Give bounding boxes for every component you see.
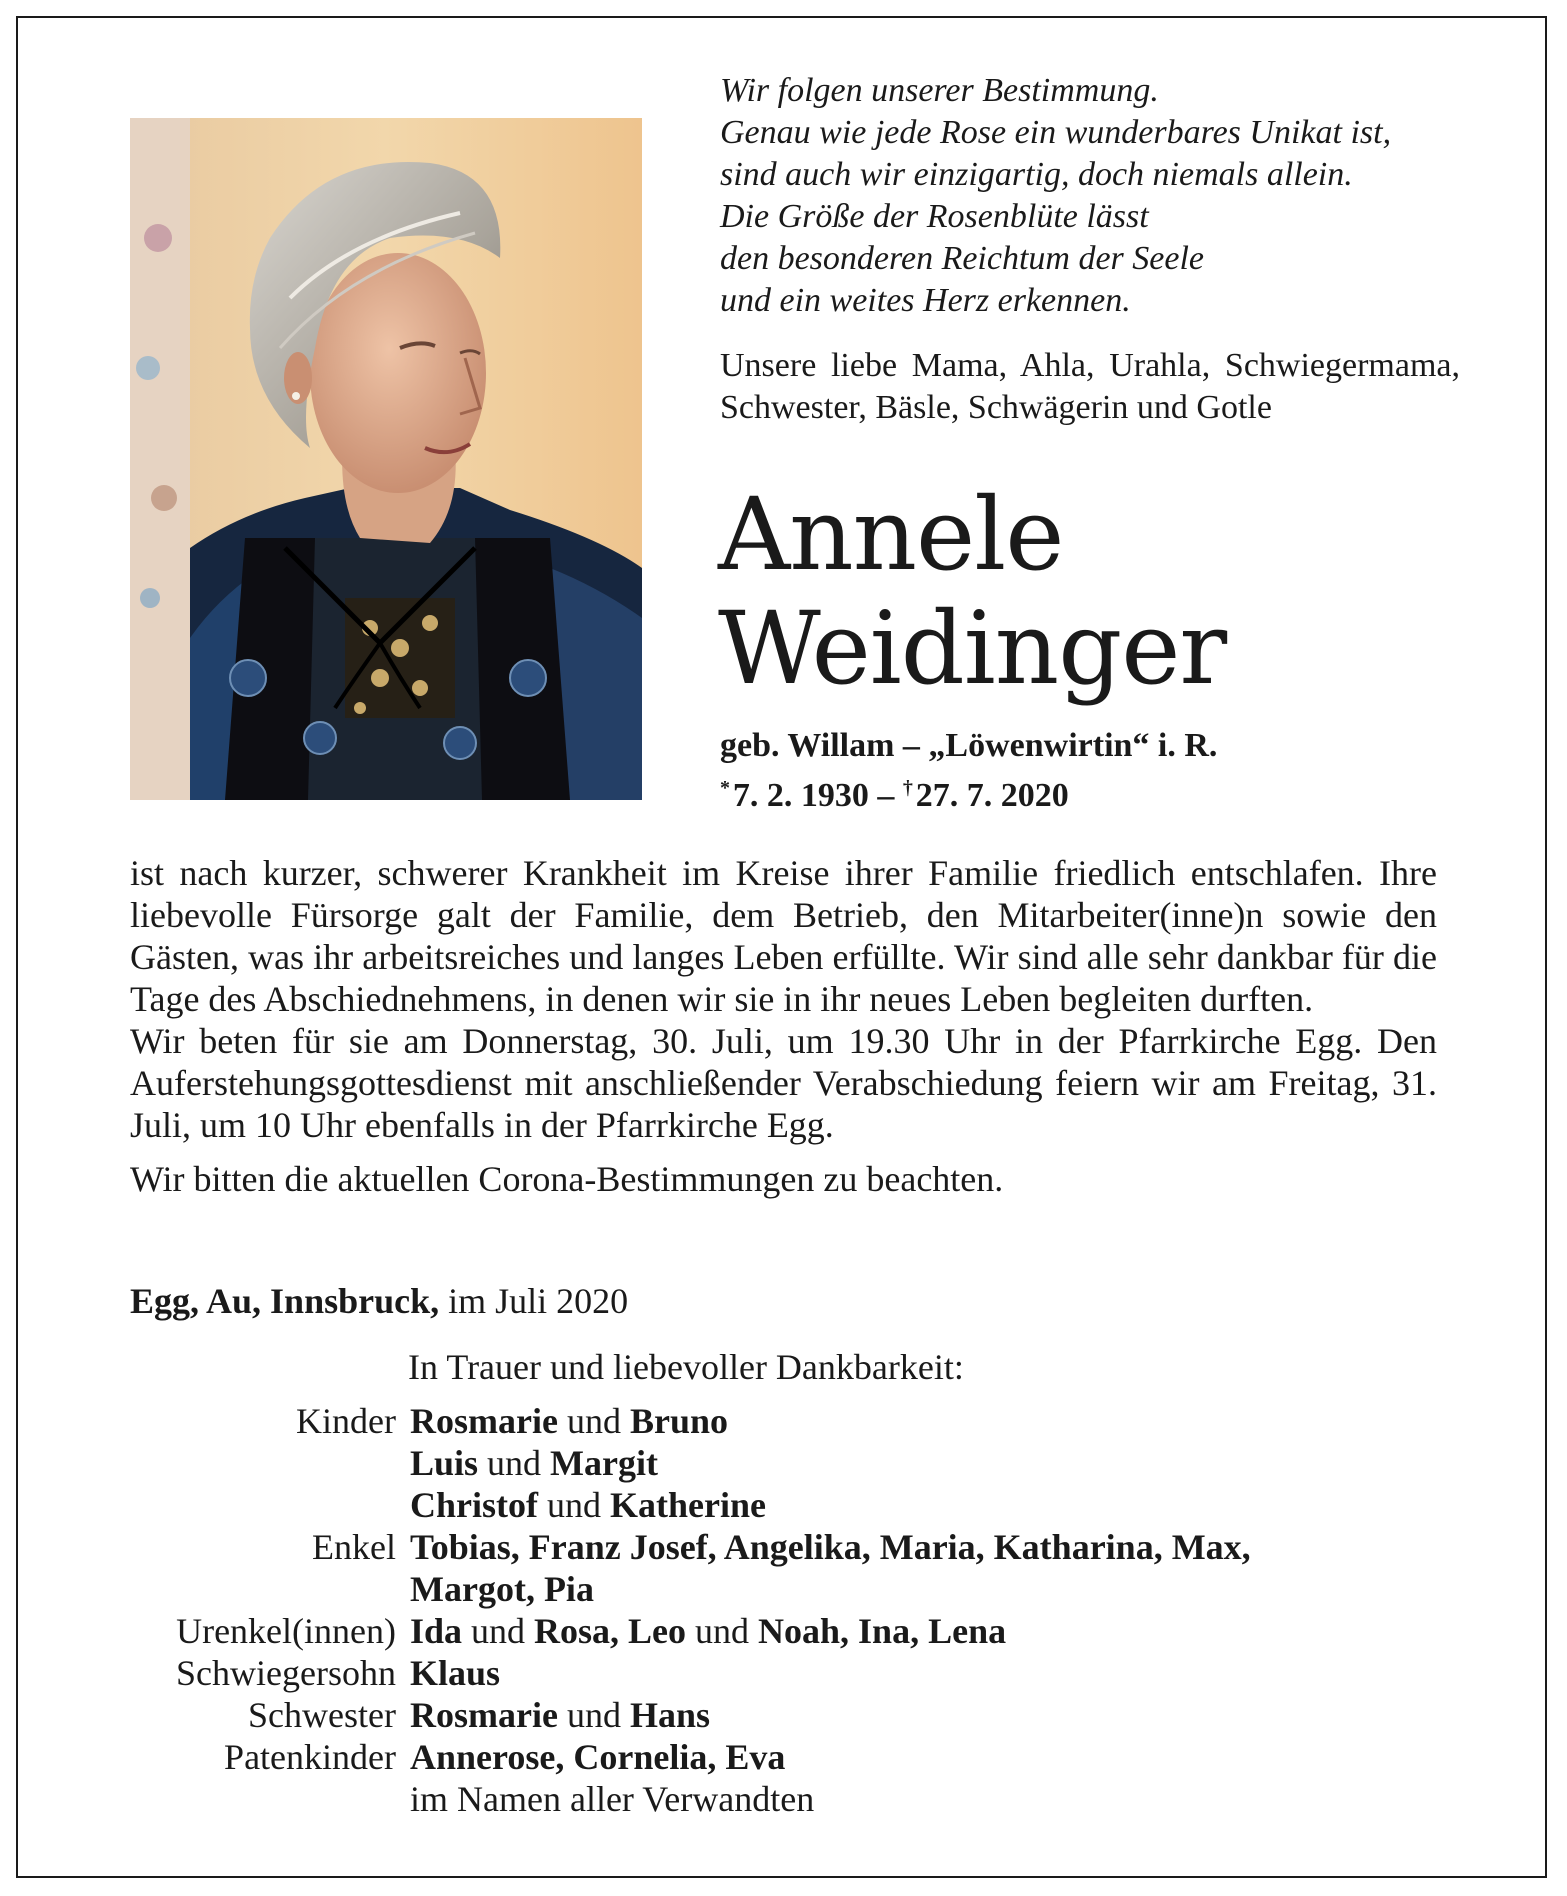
family-list <box>110 1400 1450 1820</box>
family-role: Enkel <box>312 1527 396 1567</box>
body-paragraph: ist nach kurzer, schwerer Krankheit im Kreise ihrer Familie friedlich entschlafen. Ihre liebevolle Fürsorge galt der Familie, dem Betrieb, den Mitarbeiter(inne)n sowie den Gästen, was ihr arbeitsreiches und langes Leben erfüllte. Wir sind alle sehr dankbar für die Tage des Abschiednehmens, in denen wir sie in ihr neues Leben begleiten durften. <box>130 853 1437 1019</box>
member-name: Rosmarie <box>410 1401 558 1441</box>
member-name: Margit <box>550 1443 658 1483</box>
first-name: Annele <box>718 476 1064 593</box>
body-paragraph: Wir bitten die aktuellen Corona-Bestimmungen zu beachten. <box>130 1159 1004 1199</box>
mourning-line: In Trauer und liebevoller Dankbarkeit: <box>408 1347 964 1387</box>
member-name: Tobias, Franz Josef, Angelika, Maria, Katharina, Max, <box>410 1527 1251 1567</box>
poem-line: sind auch wir einzigartig, doch niemals allein. <box>720 156 1353 193</box>
portrait-photo <box>130 118 642 800</box>
poem <box>720 70 1510 322</box>
obituary-body <box>130 852 1437 1200</box>
death-date: 27. 7. 2020 <box>915 777 1069 814</box>
family-members <box>410 1652 1450 1694</box>
date-separator: – <box>877 777 895 814</box>
family-role: Schwester <box>248 1695 396 1735</box>
last-name: Weidinger <box>718 590 1227 707</box>
member-name: Rosa, Leo <box>534 1611 687 1651</box>
poem-line: Die Größe der Rosenblüte lässt <box>720 198 1149 235</box>
conjunction: und <box>471 1611 526 1651</box>
family-row-kinder <box>110 1400 1450 1526</box>
family-members <box>410 1400 1450 1526</box>
family-role: Patenkinder <box>224 1737 396 1777</box>
conjunction: und <box>487 1443 542 1483</box>
family-members <box>410 1610 1450 1652</box>
family-row-paten <box>110 1736 1450 1820</box>
maiden-name: geb. Willam – „Löwenwirtin“ i. R. <box>720 727 1218 764</box>
intro-text: Unsere liebe Mama, Ahla, Urahla, Schwiegermama, Schwester, Bäsle, Schwägerin und Gotle <box>720 347 1460 426</box>
family-row-enkel <box>110 1526 1450 1610</box>
birth-date: 7. 2. 1930 <box>732 777 869 814</box>
family-row-schwester <box>110 1694 1450 1736</box>
member-name: Noah, Ina, Lena <box>758 1611 1007 1651</box>
family-role: Kinder <box>296 1401 396 1441</box>
death-symbol: † <box>902 777 913 799</box>
birth-info <box>720 725 1217 817</box>
family-role: Schwiegersohn <box>176 1653 396 1693</box>
member-name: Luis <box>410 1443 479 1483</box>
member-name: Christof <box>410 1485 538 1525</box>
family-role: Urenkel(innen) <box>176 1611 396 1651</box>
member-name: Rosmarie <box>410 1695 558 1735</box>
deceased-name <box>718 478 1226 706</box>
life-dates <box>720 767 1217 817</box>
place-date <box>130 1280 628 1322</box>
conjunction: und <box>566 1401 621 1441</box>
body-paragraph: Wir beten für sie am Donnerstag, 30. Juli, um 19.30 Uhr in der Pfarrkirche Egg. Den Auferstehungsgottesdienst mit anschließender Verabschiedung feiern wir am Freitag, 31. Juli, um 10 Uhr ebenfalls in der Pfarrkirche Egg. <box>130 1021 1437 1145</box>
closing-line: im Namen aller Verwandten <box>410 1779 815 1819</box>
poem-line: und ein weites Herz erkennen. <box>720 282 1131 319</box>
member-name: Katherine <box>610 1485 766 1525</box>
member-name: Hans <box>629 1695 711 1735</box>
conjunction: und <box>547 1485 601 1525</box>
poem-line: Genau wie jede Rose ein wunderbares Unikat ist, <box>720 114 1392 151</box>
member-name: Ida <box>410 1611 463 1651</box>
member-name: Annerose, Cornelia, Eva <box>410 1737 786 1777</box>
family-members <box>410 1694 1450 1736</box>
member-name: Margot, Pia <box>410 1569 594 1609</box>
place-towns: Egg, Au, Innsbruck, <box>130 1281 440 1321</box>
family-members <box>410 1526 1450 1610</box>
family-row-schwiegersohn <box>110 1652 1450 1694</box>
family-members <box>410 1736 1450 1820</box>
conjunction: und <box>566 1695 621 1735</box>
poem-line: den besonderen Reichtum der Seele <box>720 240 1205 277</box>
member-name: Bruno <box>629 1401 729 1441</box>
member-name: Klaus <box>410 1653 501 1693</box>
poem-line: Wir folgen unserer Bestimmung. <box>720 72 1159 109</box>
place-month: im Juli 2020 <box>439 1281 629 1321</box>
birth-symbol: * <box>720 777 730 799</box>
family-row-urenkel <box>110 1610 1450 1652</box>
conjunction: und <box>695 1611 750 1651</box>
